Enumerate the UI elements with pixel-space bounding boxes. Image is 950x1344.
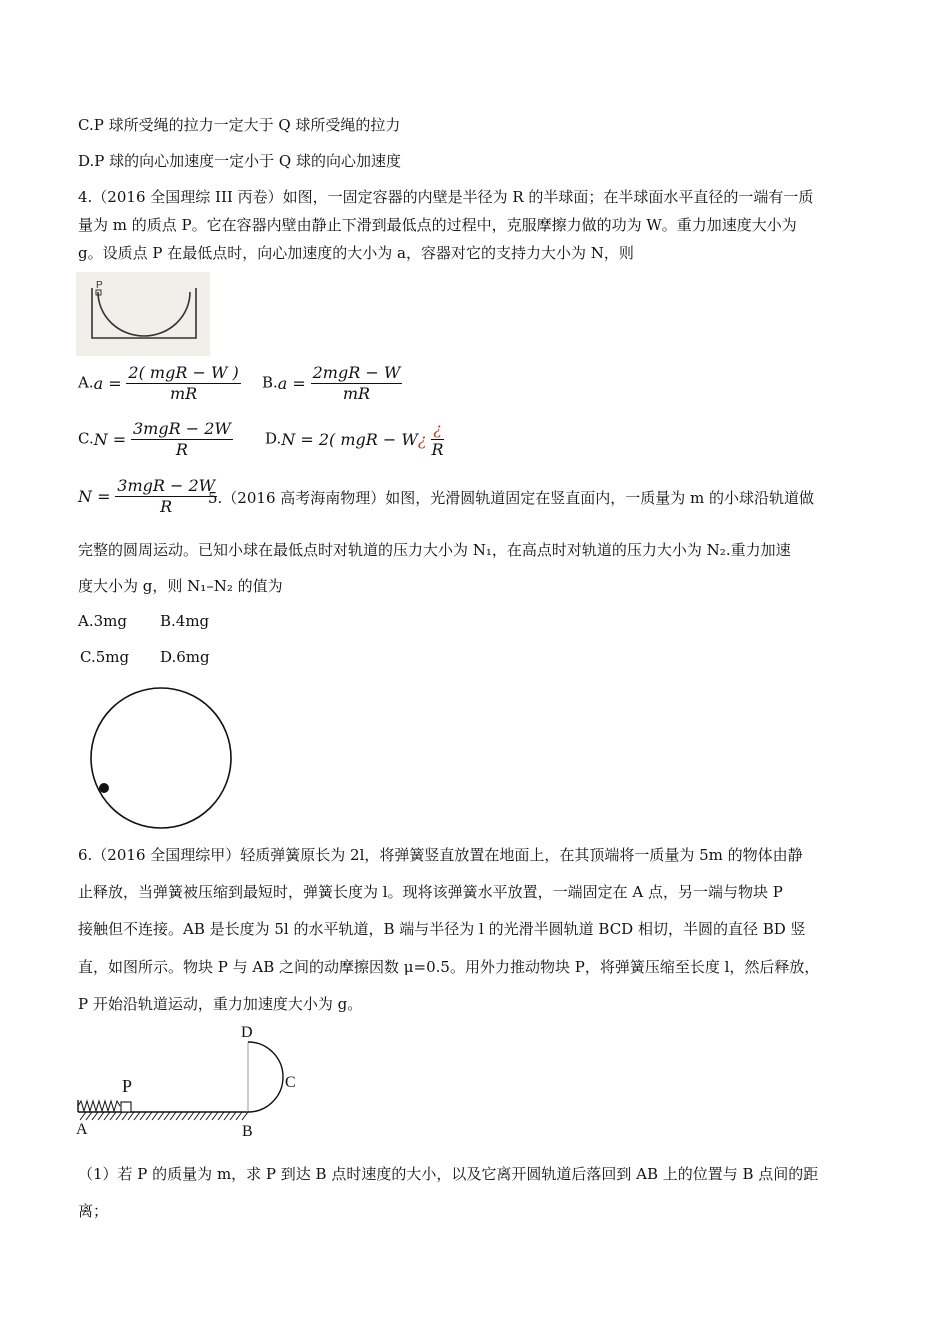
q5-lead-formula <box>78 476 217 517</box>
q6-track-figure <box>70 1020 320 1140</box>
q4-option-d-glyph: ¿ <box>417 430 427 449</box>
q4-option-c-lhs: N = <box>93 430 127 449</box>
q4-option-c-den: R <box>175 440 188 459</box>
q4-stem-line3: g。设质点 P 在最低点时，向心加速度的大小为 a，容器对它的支持力大小为 N，则 <box>78 244 634 262</box>
q5-stem-line1: 5.（2016 高考海南物理）如图，光滑圆轨道固定在竖直面内，一质量为 m 的小球沿轨道做 <box>208 489 815 507</box>
q5-option-c: C.5mg <box>80 648 130 666</box>
q6-sub1-line1: （1）若 P 的质量为 m，求 P 到达 B 点时速度的大小，以及它离开圆轨道后落回到 AB 上的位置与 B 点间的距 <box>78 1165 819 1183</box>
q6-stem-line4: 直，如图所示。物块 P 与 AB 之间的动摩擦因数 μ=0.5。用外力推动物块 P，将弹簧压缩至长度 l，然后释放， <box>78 958 820 976</box>
q4-option-a-lhs: a = <box>93 374 122 393</box>
q6-stem-line3: 接触但不连接。AB 是长度为 5l 的水平轨道，B 端与半径为 l 的光滑半圆轨道 BCD 相切，半圆的直径 BD 竖 <box>78 920 806 938</box>
q5-stem-line2: 完整的圆周运动。已知小球在最低点时对轨道的压力大小为 N₁，在高点时对轨道的压力大小为 N₂.重力加速 <box>78 541 791 559</box>
q4-option-c-label: C. <box>78 429 94 448</box>
q4-option-c <box>78 419 233 460</box>
q5-option-d: D.6mg <box>160 648 210 666</box>
q6-label-d: D <box>241 1024 253 1041</box>
q5-ball-icon <box>99 783 109 793</box>
q6-ground-hatch <box>80 1112 248 1120</box>
q6-spring-icon <box>78 1101 120 1111</box>
q6-block-p <box>121 1102 131 1112</box>
q4-stem-line2: 量为 m 的质点 P。它在容器内壁由静止下滑到最低点的过程中，克服摩擦力做的功为 W。重力加速度大小为 <box>78 216 797 234</box>
q4-option-a-num: 2( mgR − W ) <box>128 363 239 382</box>
q4-container-figure <box>76 272 210 356</box>
q4-stem-line1: 4.（2016 全国理综 III 丙卷）如图，一固定容器的内壁是半径为 R 的半球面；在半球面水平直径的一端有一质 <box>78 188 814 206</box>
q5-lead-num: 3mgR − 2W <box>117 476 216 495</box>
q6-stem-line2: 止释放，当弹簧被压缩到最短时，弹簧长度为 l。现将该弹簧水平放置，一端固定在 A 点，另一端与物块 P <box>78 883 783 901</box>
q5-stem-line3: 度大小为 g，则 N₁–N₂ 的值为 <box>78 577 283 595</box>
q4-option-d-label: D. <box>265 429 282 448</box>
q4-option-d-den: R <box>431 440 444 459</box>
q6-label-b: B <box>242 1123 253 1140</box>
q5-option-a: A.3mg <box>78 612 127 630</box>
q4-option-b-label: B. <box>262 373 278 392</box>
q6-stem-line5: P 开始沿轨道运动，重力加速度大小为 g。 <box>78 995 363 1013</box>
q6-label-p: P <box>122 1076 133 1096</box>
q6-semicircle-track <box>248 1042 283 1112</box>
q5-lead-den: R <box>160 497 173 516</box>
q6-sub1-line2: 离； <box>78 1202 109 1220</box>
q3-option-c: C.P 球所受绳的拉力一定大于 Q 球所受绳的拉力 <box>78 116 401 134</box>
q4-option-a-den: mR <box>169 384 198 403</box>
q5-circle-track-figure <box>86 684 236 832</box>
q4-point-p-label: P <box>96 280 103 291</box>
q5-lead-lhs: N = <box>78 487 111 506</box>
q4-option-d-lhs: N = 2( mgR − W <box>281 430 418 449</box>
q4-option-c-num: 3mgR − 2W <box>133 419 231 438</box>
q4-option-a-label: A. <box>78 373 94 392</box>
q4-option-b-lhs: a = <box>277 374 306 393</box>
q4-option-a <box>78 363 241 404</box>
q4-option-b-den: mR <box>342 384 371 403</box>
q3-option-d: D.P 球的向心加速度一定小于 Q 球的向心加速度 <box>78 152 401 170</box>
q4-option-b <box>262 363 402 404</box>
q6-label-c: C <box>285 1074 296 1091</box>
q6-stem-line1: 6.（2016 全国理综甲）轻质弹簧原长为 2l，将弹簧竖直放置在地面上，在其顶端将一质量为 5m 的物体由静 <box>78 846 803 864</box>
q6-label-a: A <box>76 1121 88 1138</box>
q4-option-d <box>265 419 444 460</box>
q4-option-b-num: 2mgR − W <box>312 363 401 382</box>
q4-option-d-num: ¿ <box>433 419 442 438</box>
q5-option-b: B.4mg <box>160 612 210 630</box>
